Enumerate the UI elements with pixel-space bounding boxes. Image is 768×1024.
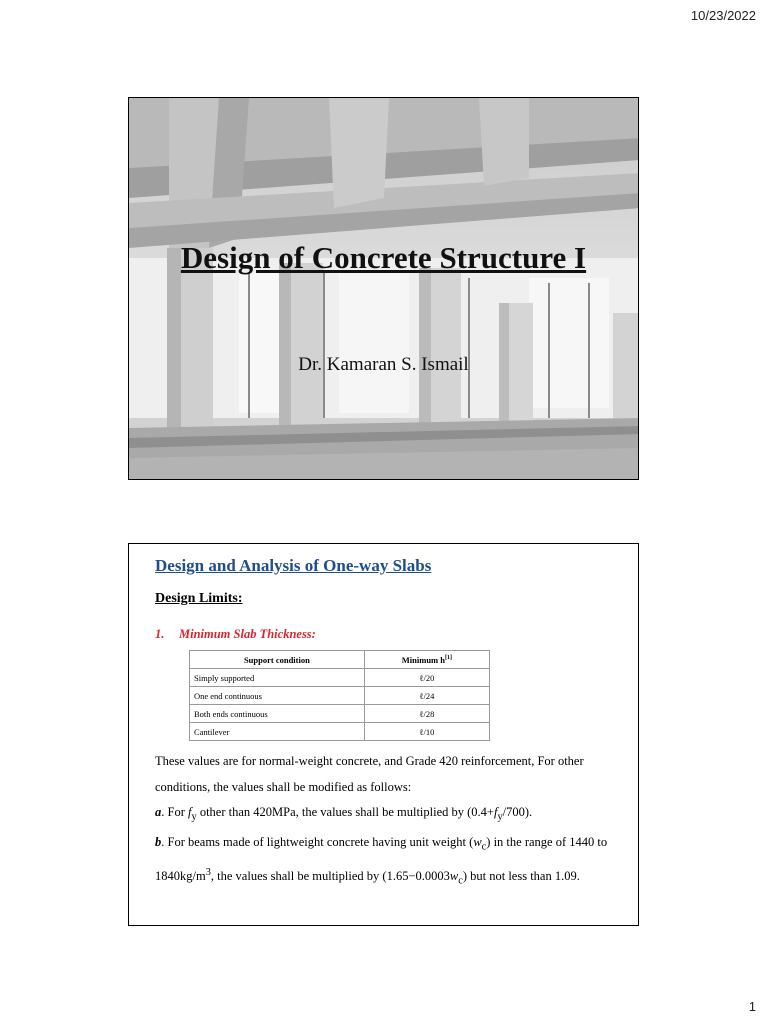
min-thickness-table	[189, 650, 490, 741]
table-cell: ℓ/24	[364, 687, 489, 705]
table-header-cell: Support condition	[190, 651, 365, 669]
table-cell: ℓ/28	[364, 705, 489, 723]
table-cell: One end continuous	[190, 687, 365, 705]
table-row	[190, 687, 490, 705]
paragraph-a: a. For $f_y$ other than 420MPa, the values shall be multiplied by $(0.4+f_y/700)$.	[155, 805, 533, 823]
table-header-row	[190, 651, 490, 669]
table-row	[190, 705, 490, 723]
page-date: 10/23/2022	[690, 8, 756, 23]
item-label: Minimum Slab Thickness:	[179, 627, 316, 641]
page-number: 1	[748, 999, 756, 1014]
table-cell: Both ends continuous	[190, 705, 365, 723]
slide-author: Dr. Kamaran S. Ismail	[298, 354, 469, 375]
body-text	[155, 749, 625, 894]
table-cell: Cantilever	[190, 723, 365, 741]
table-cell: Simply supported	[190, 669, 365, 687]
slide-title: Design of Concrete Structure I	[180, 240, 587, 275]
paragraph-intro: These values are for normal-weight concrete, and Grade 420 reinforcement, For other conditions, the values shall be modified as follows:	[155, 754, 584, 794]
table-cell: ℓ/20	[364, 669, 489, 687]
footnote-marker: [1]	[445, 654, 452, 661]
content-slide	[128, 543, 639, 926]
table-row	[190, 669, 490, 687]
concrete-structure-photo	[129, 98, 639, 480]
paragraph-b: b. For beams made of lightweight concrete having unit weight $(w_c)$ in the range of 1440 to $1840kg/m^3$, the values shall be multiplied by $(1.65-0.0003w_c)$ but not less than 1.09.	[155, 835, 608, 887]
item-number: 1.	[155, 627, 165, 641]
numbered-item	[155, 627, 316, 642]
title-slide	[128, 97, 639, 480]
slide-subheading: Design Limits:	[155, 591, 243, 606]
table-cell: ℓ/10	[364, 723, 489, 741]
table-header-cell: Minimum h[1]	[364, 651, 489, 669]
slide-heading: Design and Analysis of One-way Slabs	[155, 556, 432, 575]
table-row	[190, 723, 490, 741]
